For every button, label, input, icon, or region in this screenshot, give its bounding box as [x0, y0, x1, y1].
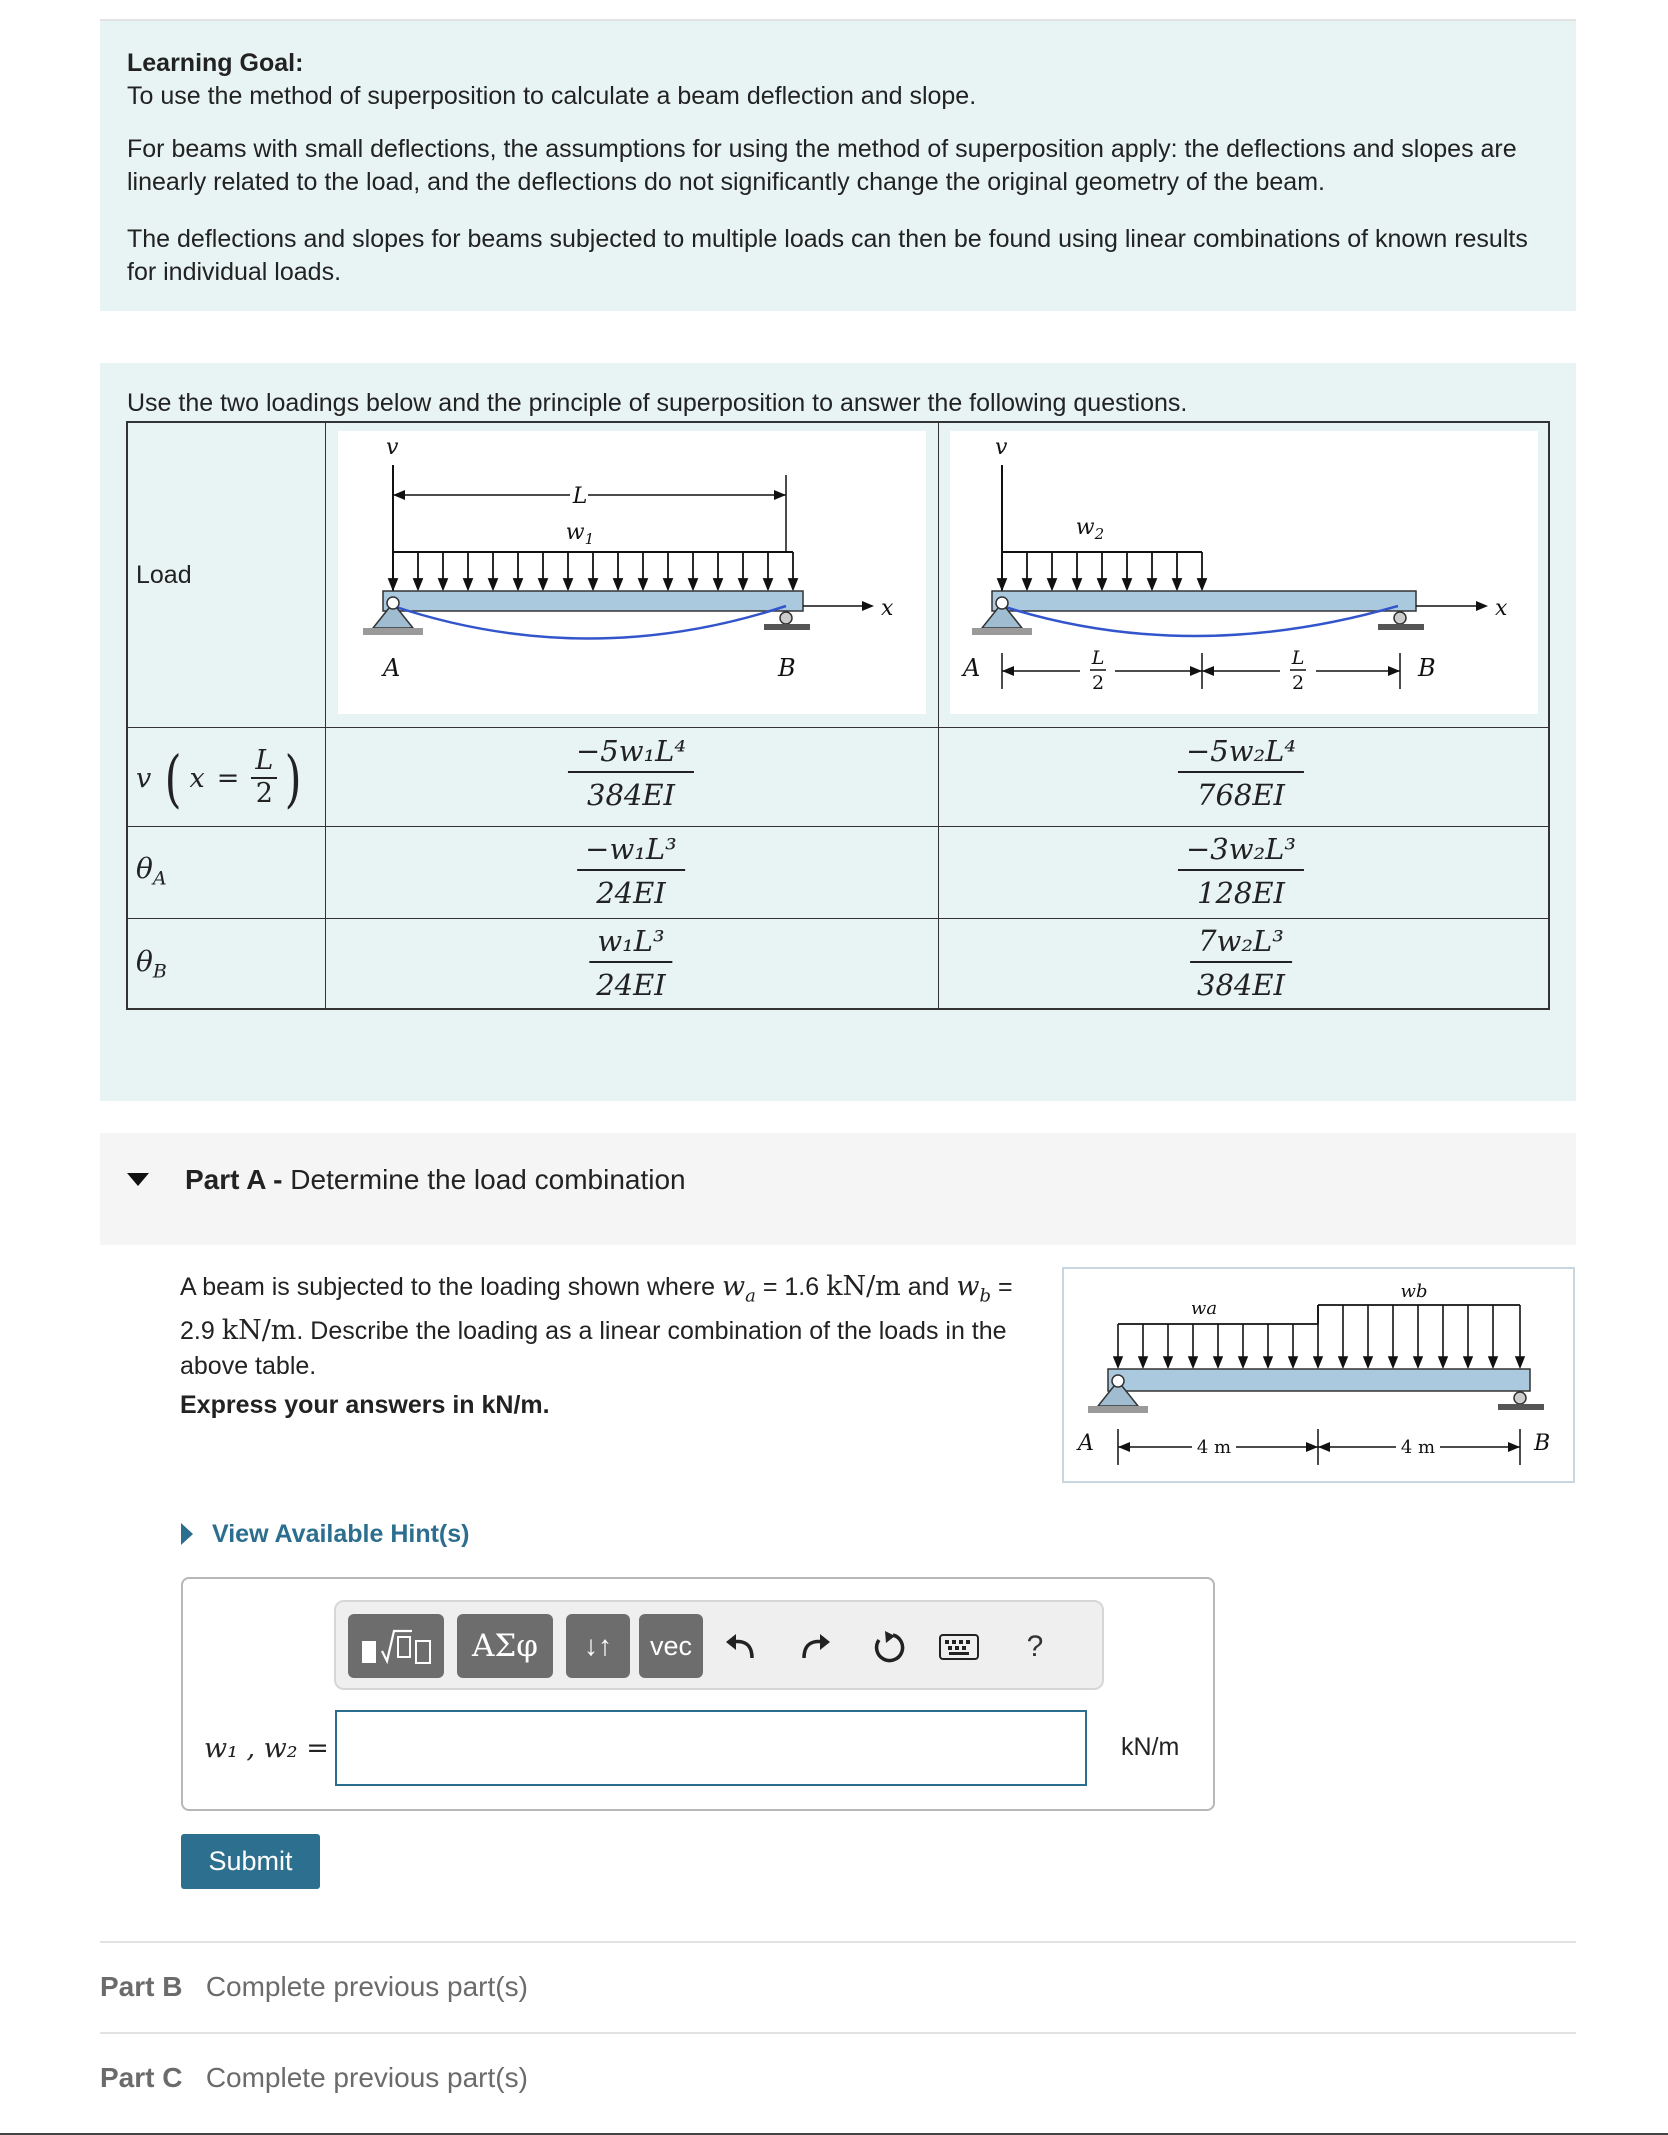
deflection-load1: [568, 734, 694, 813]
dim-label-2: 4 m: [1400, 1437, 1436, 1458]
math-toolbar: [334, 1600, 1104, 1690]
beam-figure-half-load: [950, 431, 1538, 714]
wa-value: = 1.6: [762, 1273, 820, 1301]
learning-goal-heading: Learning Goal:: [127, 49, 304, 77]
beam: [383, 591, 803, 611]
l-over-2: [251, 747, 277, 809]
label-L-half-den: 2: [1291, 672, 1305, 694]
reset-svg: [871, 1629, 907, 1665]
problem-beam-diagram: [1064, 1269, 1573, 1481]
wb-unit: kN/m: [221, 1315, 297, 1347]
redo-icon[interactable]: [792, 1624, 838, 1670]
pin: [387, 597, 399, 609]
paren-right: ): [284, 741, 302, 815]
ground: [972, 628, 1032, 635]
load-arrows: [1114, 1305, 1524, 1367]
table-intro: Use the two loadings below and the principle of superposition to answer the following questions.: [127, 389, 1188, 417]
beam-diagram-1: [338, 431, 926, 714]
frac-den: 24EI: [596, 968, 666, 1002]
equals-sign: =: [216, 762, 240, 794]
and-text: and: [907, 1273, 950, 1301]
beam-figure-uniform-load: [338, 431, 926, 714]
undo-icon[interactable]: [718, 1624, 764, 1670]
part-a-header[interactable]: [100, 1133, 1576, 1245]
part-c-status: Complete previous part(s): [205, 2062, 528, 2093]
beam-diagram-2: [950, 431, 1538, 714]
dim-label-1: 4 m: [1196, 1437, 1232, 1458]
submit-button[interactable]: Submit: [181, 1834, 320, 1889]
wb-symbol: [956, 1271, 992, 1307]
frac-den: 384EI: [587, 778, 675, 812]
label-L-half-num: L: [1091, 647, 1105, 669]
part-b-status: Complete previous part(s): [205, 1971, 528, 2002]
divider: [100, 2032, 1576, 2034]
templates-icon: [356, 1623, 436, 1669]
label-A: A: [383, 654, 401, 682]
arrow-head: [1476, 601, 1488, 611]
table-divider: [938, 421, 939, 1010]
wa-sym: w: [722, 1271, 746, 1302]
wb-sym: w: [956, 1271, 980, 1302]
frac-den: 768EI: [1197, 778, 1285, 812]
table-divider: [325, 421, 326, 1010]
label-v: v: [995, 435, 1008, 460]
label-w1: [566, 520, 594, 548]
label-A: A: [1078, 1431, 1094, 1456]
problem-statement: [180, 1269, 1040, 1384]
part-a-title: [185, 1164, 686, 1196]
express-instruction: Express your answers in kN/m.: [180, 1391, 550, 1419]
pin: [1112, 1375, 1124, 1387]
label-x: x: [1495, 596, 1508, 621]
frac-num: −5w₁L⁴: [568, 734, 694, 773]
label-B: B: [1418, 654, 1436, 682]
frac-num: 7w₂L³: [1190, 924, 1292, 963]
problem-text-1: A beam is subjected to the loading shown where: [180, 1273, 716, 1301]
answer-unit: kN/m: [1121, 1733, 1180, 1761]
load-arrows: [998, 552, 1206, 589]
frac-den: 24EI: [596, 876, 666, 910]
part-a-label: Part A -: [185, 1164, 283, 1195]
arrow-head: [1002, 666, 1014, 676]
theta-symbol: θ: [136, 945, 153, 978]
roller: [1394, 612, 1406, 624]
templates-button[interactable]: [348, 1614, 444, 1678]
keyboard-icon[interactable]: [936, 1624, 982, 1670]
vector-button[interactable]: vec: [639, 1614, 703, 1678]
part-c-row: [100, 2062, 528, 2094]
beam: [1108, 1369, 1530, 1391]
template-box: [416, 1641, 430, 1663]
label-B: B: [778, 654, 796, 682]
label-L-half-den: 2: [1091, 672, 1105, 694]
arrow-head: [1118, 1442, 1130, 1452]
reset-icon[interactable]: [866, 1624, 912, 1670]
load-arrows: [389, 552, 797, 589]
label-L-half-num: L: [1291, 647, 1305, 669]
ground: [1088, 1406, 1148, 1413]
learning-goal-text: To use the method of superposition to calculate a beam deflection and slope.: [127, 82, 977, 110]
ground: [764, 624, 810, 630]
ground: [1378, 624, 1424, 630]
theta-a-load2: [1178, 832, 1304, 911]
keyboard-svg: [939, 1634, 979, 1660]
theta-sub: B: [152, 960, 167, 983]
arrow-head: [862, 601, 874, 611]
paren-left: (: [164, 741, 182, 815]
part-a-title-text: Determine the load combination: [290, 1164, 686, 1195]
frac-num: −5w₂L⁴: [1178, 734, 1304, 773]
deflection-load2: [1178, 734, 1304, 813]
wa-symbol: [722, 1271, 756, 1307]
row-label-theta-b: [136, 945, 167, 983]
arrow-head: [774, 490, 786, 500]
row-label-theta-a: [136, 852, 167, 890]
frac-den: 128EI: [1197, 876, 1285, 910]
table-divider: [126, 826, 1550, 827]
label-B: B: [1534, 1431, 1551, 1456]
frac-num: −w₁L³: [577, 832, 685, 871]
answer-input[interactable]: [335, 1710, 1087, 1786]
roller: [1514, 1392, 1526, 1404]
superposition-assumptions-text: For beams with small deflections, the assumptions for using the method of superposition apply: the deflections and slopes are linearly related to the load, and the deflections do not significantly change the original geometry of the beam.: [127, 135, 1517, 196]
arrow-head: [1202, 666, 1214, 676]
roller: [780, 612, 792, 624]
theta-a-load1: [577, 832, 685, 911]
subscript-button[interactable]: ↓↑: [566, 1614, 630, 1678]
table-divider: [126, 727, 1550, 728]
learning-goal-box: [100, 21, 1576, 311]
problem-text-2: . Describe the loading as a linear combination of the loads in the above table.: [180, 1317, 1007, 1381]
arrow-head: [1318, 1442, 1330, 1452]
ground: [1498, 1404, 1544, 1410]
ground: [363, 628, 423, 635]
help-button[interactable]: ?: [1026, 1630, 1044, 1663]
hint-expand-icon[interactable]: [181, 1523, 193, 1545]
symbol-x: x: [189, 762, 205, 794]
theta-b-load1: [589, 924, 672, 1003]
theta-b-load2: [1190, 924, 1292, 1003]
part-b-label: Part B: [100, 1971, 183, 2002]
arrow-head: [1508, 1442, 1520, 1452]
greek-symbols-button[interactable]: ΑΣφ: [457, 1614, 553, 1678]
row-label-deflection: [136, 738, 305, 818]
label-L: L: [572, 484, 588, 509]
label-x: x: [881, 596, 894, 621]
l-over-2-num: L: [251, 747, 277, 779]
l-over-2-den: 2: [255, 778, 273, 809]
view-hints-link[interactable]: View Available Hint(s): [212, 1520, 470, 1548]
label-w2-w: w: [1075, 515, 1095, 540]
beam: [992, 591, 1416, 611]
label-v: v: [386, 435, 399, 460]
divider: [100, 1941, 1576, 1943]
pin: [996, 597, 1008, 609]
redo-svg: [798, 1630, 832, 1664]
wb-value: = 2.9: [180, 1273, 1013, 1346]
theta-symbol: θ: [136, 852, 153, 885]
template-block: [362, 1641, 376, 1663]
label-w1-w: w: [565, 520, 585, 545]
undo-svg: [724, 1630, 758, 1664]
label-A: A: [963, 654, 981, 682]
wa-unit: kN/m: [826, 1271, 901, 1302]
part-c-label: Part C: [100, 2062, 183, 2093]
sqrt-box: [398, 1637, 410, 1657]
problem-beam-figure: [1062, 1267, 1575, 1483]
arrow-head: [1388, 666, 1400, 676]
collapse-triangle-icon[interactable]: [127, 1173, 149, 1186]
wb-sub: b: [979, 1285, 992, 1307]
frac-num: w₁L³: [589, 924, 672, 963]
label-w2-sub: 2: [1094, 525, 1105, 543]
linear-combination-text: The deflections and slopes for beams subjected to multiple loads can then be found using linear combinations of known results for individual loads.: [127, 225, 1528, 286]
label-wb: wb: [1400, 1281, 1428, 1302]
theta-sub: A: [152, 867, 167, 890]
arrow-head: [1190, 666, 1202, 676]
row-label-load: Load: [136, 561, 192, 589]
part-b-row: [100, 1971, 528, 2003]
frac-den: 384EI: [1197, 968, 1285, 1002]
table-divider: [126, 918, 1550, 919]
frac-num: −3w₂L³: [1178, 832, 1304, 871]
symbol-v: v: [136, 762, 152, 794]
arrow-head: [393, 490, 405, 500]
label-w1-sub: 1: [584, 530, 595, 548]
answer-label: w₁ , w₂ =: [204, 1733, 329, 1764]
wa-sub: a: [745, 1285, 756, 1307]
label-wa: wa: [1190, 1298, 1218, 1319]
label-w2: [1076, 515, 1104, 543]
arrow-head: [1306, 1442, 1318, 1452]
